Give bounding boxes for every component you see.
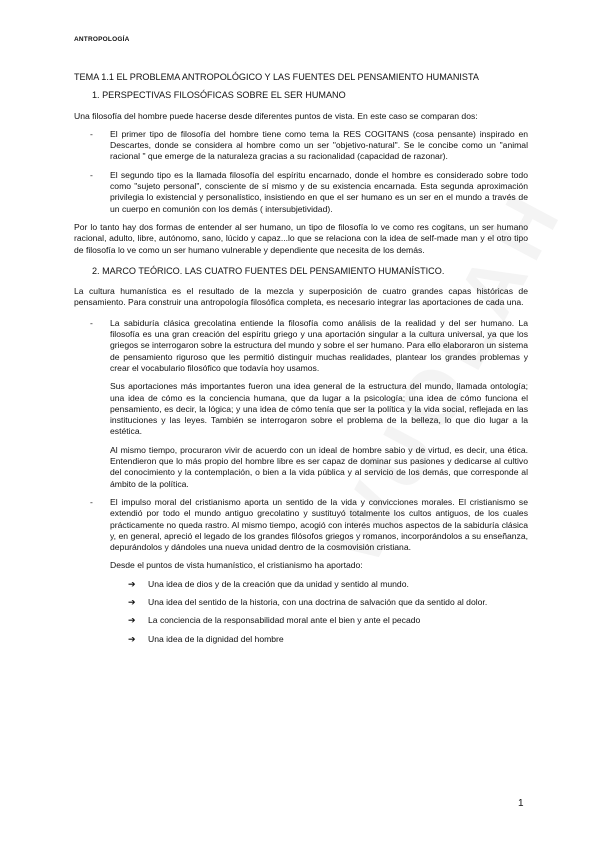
arrow-item-text: Una idea de dios y de la creación que da unidad y sentido al mundo. <box>148 578 409 589</box>
section-2-intro: La cultura humanística es el resultado de la mezcla y superposición de cuatro grandes capas históricas de pensamiento. Para construir una antropología filosófica completa, es necesario integrar las aportaciones de cada una. <box>74 286 528 308</box>
arrow-list-item <box>128 634 528 645</box>
dash-bullet: - <box>90 169 93 180</box>
document-title: TEMA 1.1 EL PROBLEMA ANTROPOLÓGICO Y LAS FUENTES DEL PENSAMIENTO HUMANISTA <box>74 72 479 82</box>
arrow-right-icon: ➔ <box>128 596 136 607</box>
bullet-paragraph: La sabiduría clásica grecolatina entiende la filosofía como análisis de la realidad y del ser humano. La filosofía es una gran creación del espíritu griego y una aportación singular a la cultura universal, ya que los griegos se interrogaron sobre la estructura del mundo y sobre el ser humano. Para ello elaboraron un sistema de pensamiento riguroso que les permitió distinguir muchas realidades, plantear los grandes problemas y crear el vocabulario filosófico que todavía hoy usamos. <box>110 317 528 373</box>
bullet-paragraph: El impulso moral del cristianismo aporta un sentido de la vida y convicciones morales. El cristianismo se extendió por todo el mundo antiguo grecolatino y sustituyó totalmente los cultos antiguos, de los cuales prácticamente no queda rastro. Al mismo tiempo, acogió con interés muchos aspectos de la sabiduría clásica y, en general, apreció el legado de los grandes filósofos griegos y romanos, incorporándolos a su enseñanza, depurándolos y dándoles una nueva unidad dentro de la cosmovisión cristiana. <box>110 496 528 553</box>
section-1-closing: Por lo tanto hay dos formas de entender al ser humano, un tipo de filosofía lo ve como res cogitans, un ser humano racional, adulto, libre, autónomo, sano, lúcido y capaz...lo que se relaciona con la idea de self-made man y el otro tipo de filosofía lo ve como un ser humano vulnerable y dependiente que necesita de los demás. <box>74 221 528 255</box>
arrow-right-icon: ➔ <box>128 615 136 626</box>
section-heading-2: 2. MARCO TEÓRICO. LAS CUATRO FUENTES DEL PENSAMIENTO HUMANÍSTICO. <box>92 265 445 276</box>
arrow-item-text: Una idea de la dignidad del hombre <box>148 633 284 644</box>
bullet-item <box>74 318 528 490</box>
bullet-paragraph: El segundo tipo es la llamada filosofía del espíritu encarnado, donde el hombre es considerado sobre todo como "sujeto personal", consciente de sí mismo y de su existencia encarnada. Esta segunda aproximación privilegia lo existencial y personalístico, insistiendo en que el ser humano es un ser en el mundo a través de un cuerpo en comunión con los demás ( intersubjetividad). <box>110 169 528 214</box>
dash-bullet: - <box>90 317 93 328</box>
arrow-item-text: Una idea del sentido de la historia, con una doctrina de salvación que da sentido al dolor. <box>148 596 488 607</box>
bullet-item <box>74 170 528 215</box>
arrow-right-icon: ➔ <box>128 578 136 589</box>
arrow-list-item <box>128 597 528 608</box>
bullet-item <box>74 129 528 163</box>
arrow-list-item <box>128 615 528 626</box>
running-header: ANTROPOLOGÍA <box>74 36 130 43</box>
arrow-right-icon: ➔ <box>128 633 136 644</box>
dash-bullet: - <box>90 128 93 139</box>
bullet-paragraph: Desde el puntos de vista humanístico, el cristianismo ha aportado: <box>110 560 363 571</box>
section-1-intro: Una filosofía del hombre puede hacerse desde diferentes puntos de vista. En este caso se comparan dos: <box>74 110 478 121</box>
bullet-paragraph: El primer tipo de filosofía del hombre tiene como tema la RES COGITANS (cosa pensante) inspirado en Descartes, donde se considera al hombre como un ser "objetivo-natural". Se le concibe como un "animal racional " que emerge de la naturaleza gracias a su racionalidad (capacidad de razonar). <box>110 128 528 162</box>
bullet-paragraph: Al mismo tiempo, procuraron vivir de acuerdo con un ideal de hombre sabio y de virtud, es decir, una ética. Entendieron que lo más propio del hombre libre es ser capaz de dominar sus pasiones y dedicarse al cultivo del conocimiento y la contemplación, o bien a la vida pública y al servicio de los demás, que corresponde al ámbito de la política. <box>110 444 528 489</box>
dash-bullet: - <box>90 496 93 507</box>
page-content <box>74 72 528 659</box>
arrow-list-item <box>128 579 528 590</box>
bullet-item <box>74 497 528 652</box>
page-number: 1 <box>518 798 524 809</box>
arrow-item-text: La conciencia de la responsabilidad moral ante el bien y ante el pecado <box>148 615 421 626</box>
section-heading-1: 1. PERSPECTIVAS FILOSÓFICAS SOBRE EL SER HUMANO <box>92 90 346 101</box>
arrow-list <box>128 579 528 645</box>
bullet-paragraph: Sus aportaciones más importantes fueron una idea general de la estructura del mundo, llamada ontología; una idea de cómo es la conciencia humana, que da lugar a la psicología; una idea de cómo funciona el pensamiento, es decir, la lógica; y una idea de cómo tenía que ser la política y la vida social, reflejada en las instituciones y las leyes. También se interrogaron sobre el problema de la belleza, lo que dio lugar a la estética. <box>110 381 528 437</box>
